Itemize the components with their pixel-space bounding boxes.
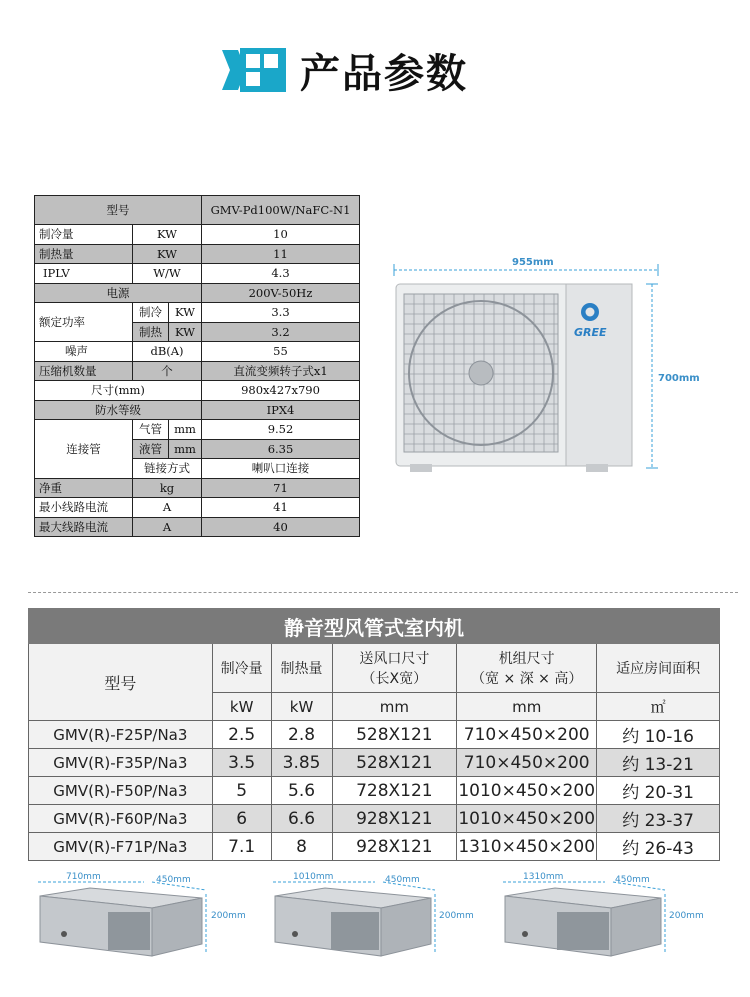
- table-row: [35, 264, 360, 284]
- cell: 约 10-16: [597, 721, 720, 749]
- table-row: [29, 777, 720, 805]
- table-title: 静音型风管式室内机: [29, 609, 720, 644]
- cell: 个: [133, 361, 202, 381]
- cell: 6.6: [271, 805, 332, 833]
- cell: mm: [457, 693, 597, 721]
- table-row: [35, 381, 360, 401]
- duct2-depth-label: 450mm: [385, 875, 420, 885]
- cell: IPX4: [202, 400, 360, 420]
- duct1-height-label: 200mm: [211, 911, 246, 921]
- cell: 5: [212, 777, 271, 805]
- cell: 11: [202, 244, 360, 264]
- cell: 528X121: [332, 749, 457, 777]
- cell: 528X121: [332, 721, 457, 749]
- col-size-line2: （宽 × 深 × 高）: [471, 671, 583, 687]
- cell: 6: [212, 805, 271, 833]
- section-logo-icon: [222, 44, 288, 96]
- table-row: [29, 805, 720, 833]
- table-title-row: [29, 609, 720, 644]
- cell: 710×450×200: [457, 749, 597, 777]
- section-divider: [28, 592, 738, 593]
- table-row: [35, 303, 360, 323]
- duct-unit-table: [28, 608, 720, 861]
- duct3-height-label: 200mm: [669, 911, 704, 921]
- cell: 链接方式: [133, 459, 202, 479]
- duct-unit-image-2: [273, 872, 474, 956]
- cell: 3.5: [212, 749, 271, 777]
- cell: 7.1: [212, 833, 271, 861]
- cell: 额定功率: [35, 303, 133, 342]
- cell: ㎡: [597, 693, 720, 721]
- cell: 气管: [133, 420, 169, 440]
- table-row: [35, 283, 360, 303]
- duct-unit-image-1: [38, 872, 246, 956]
- cell: KW: [169, 303, 202, 323]
- table-row: [35, 400, 360, 420]
- cell: 928X121: [332, 805, 457, 833]
- cell: 约 26-43: [597, 833, 720, 861]
- cell: 制热量: [35, 244, 133, 264]
- cell: 41: [202, 498, 360, 518]
- cell: 约 23-37: [597, 805, 720, 833]
- table-row: [35, 361, 360, 381]
- table-header-row: [29, 644, 720, 693]
- cell: 净重: [35, 478, 133, 498]
- col-outlet-line2: （长X宽）: [361, 671, 428, 687]
- cell: 最大线路电流: [35, 517, 133, 537]
- duct3-width-label: 1310mm: [523, 872, 564, 882]
- cell: 3.85: [271, 749, 332, 777]
- outdoor-spec-table: [34, 195, 360, 537]
- cell: 制冷量: [35, 225, 133, 245]
- cell: 728X121: [332, 777, 457, 805]
- cell: 约 20-31: [597, 777, 720, 805]
- duct-unit-images: [30, 870, 730, 970]
- cell: 3.3: [202, 303, 360, 323]
- table-row: [35, 517, 360, 537]
- table-row: [35, 498, 360, 518]
- table-row: [35, 244, 360, 264]
- cell: 最小线路电流: [35, 498, 133, 518]
- table-row: [35, 342, 360, 362]
- cell: 制冷: [133, 303, 169, 323]
- cell: 1310×450×200: [457, 833, 597, 861]
- cell: mm: [169, 439, 202, 459]
- cell: 连接管: [35, 420, 133, 479]
- cell: dB(A): [133, 342, 202, 362]
- cell: 980x427x790: [202, 381, 360, 401]
- duct-unit-image-3: [503, 872, 704, 956]
- table-row: [35, 225, 360, 245]
- cell: IPLV: [35, 264, 133, 284]
- cell: KW: [169, 322, 202, 342]
- model-value: GMV-Pd100W/NaFC-N1: [202, 196, 360, 225]
- model-label: 型号: [35, 196, 202, 225]
- table-row: [35, 196, 360, 225]
- cell: 电源: [35, 283, 202, 303]
- cell: W/W: [133, 264, 202, 284]
- cell: 200V-50Hz: [202, 283, 360, 303]
- cell: A: [133, 498, 202, 518]
- cell: KW: [133, 225, 202, 245]
- col-size: [457, 644, 597, 693]
- col-model: 型号: [29, 644, 213, 721]
- col-outlet-line1: 送风口尺寸: [359, 651, 430, 667]
- col-outlet: [332, 644, 457, 693]
- cell: A: [133, 517, 202, 537]
- cell: 10: [202, 225, 360, 245]
- cell: kW: [212, 693, 271, 721]
- cell: 928X121: [332, 833, 457, 861]
- cell: 710×450×200: [457, 721, 597, 749]
- cell: 制热: [133, 322, 169, 342]
- cell: 1010×450×200: [457, 805, 597, 833]
- cell: kW: [271, 693, 332, 721]
- cell: 40: [202, 517, 360, 537]
- cell: 6.35: [202, 439, 360, 459]
- cell: 71: [202, 478, 360, 498]
- duct1-depth-label: 450mm: [156, 875, 191, 885]
- cell: 55: [202, 342, 360, 362]
- col-area: 适应房间面积: [597, 644, 720, 693]
- cell: 液管: [133, 439, 169, 459]
- cell: KW: [133, 244, 202, 264]
- table-row: [29, 749, 720, 777]
- cell: 喇叭口连接: [202, 459, 360, 479]
- table-row: [35, 420, 360, 440]
- cell: 9.52: [202, 420, 360, 440]
- duct2-width-label: 1010mm: [293, 872, 334, 882]
- duct3-depth-label: 450mm: [615, 875, 650, 885]
- cell: 8: [271, 833, 332, 861]
- cell: GMV(R)-F71P/Na3: [29, 833, 213, 861]
- col-heating: 制热量: [271, 644, 332, 693]
- brand-label: GREE: [574, 326, 607, 339]
- outdoor-height-label: 700mm: [658, 373, 700, 384]
- cell: 2.8: [271, 721, 332, 749]
- cell: 直流变频转子式x1: [202, 361, 360, 381]
- cell: GMV(R)-F25P/Na3: [29, 721, 213, 749]
- section-header: [222, 44, 468, 96]
- cell: kg: [133, 478, 202, 498]
- outdoor-width-label: 955mm: [512, 257, 554, 268]
- table-row: [29, 833, 720, 861]
- cell: 3.2: [202, 322, 360, 342]
- cell: 尺寸(mm): [35, 381, 202, 401]
- table-row: [35, 478, 360, 498]
- duct1-width-label: 710mm: [66, 872, 101, 882]
- cell: 约 13-21: [597, 749, 720, 777]
- cell: mm: [169, 420, 202, 440]
- cell: GMV(R)-F60P/Na3: [29, 805, 213, 833]
- cell: GMV(R)-F35P/Na3: [29, 749, 213, 777]
- cell: 2.5: [212, 721, 271, 749]
- cell: 5.6: [271, 777, 332, 805]
- col-size-line1: 机组尺寸: [498, 651, 555, 667]
- cell: 1010×450×200: [457, 777, 597, 805]
- page-title: 产品参数: [300, 50, 468, 97]
- cell: mm: [332, 693, 457, 721]
- duct2-height-label: 200mm: [439, 911, 474, 921]
- cell: 防水等级: [35, 400, 202, 420]
- cell: 噪声: [35, 342, 133, 362]
- col-cooling: 制冷量: [212, 644, 271, 693]
- cell: GMV(R)-F50P/Na3: [29, 777, 213, 805]
- table-row: [29, 721, 720, 749]
- outdoor-unit-image: [390, 252, 710, 482]
- cell: 4.3: [202, 264, 360, 284]
- cell: 压缩机数量: [35, 361, 133, 381]
